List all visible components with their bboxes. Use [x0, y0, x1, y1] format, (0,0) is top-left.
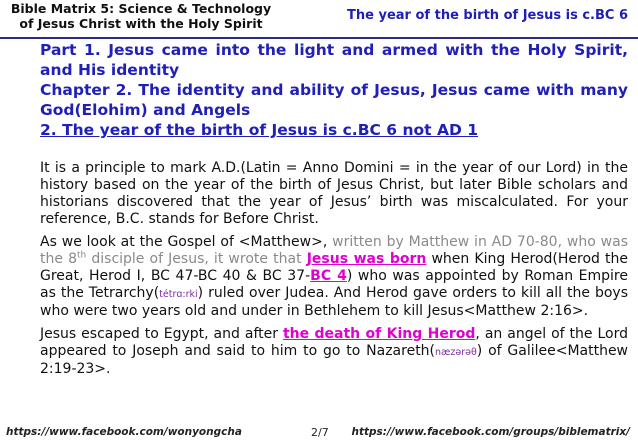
slide-header: [0, 0, 638, 39]
p2-text-4: ) ruled over Judea. And Herod gave orders to kill all the boys who were two years old and under in Bethlehem to kill Jesus<Matthew 2:16>.: [40, 285, 628, 319]
book-title-line1: Bible Matrix 5: Science & Technology: [10, 1, 272, 16]
section-heading: 2. The year of the birth of Jesus is c.BC 6 not AD 1: [40, 121, 478, 139]
page-number: 2/7: [311, 426, 329, 439]
book-title-line2: of Jesus Christ with the Holy Spirit: [19, 16, 263, 31]
paragraph-1: It is a principle to mark A.D.(Latin = Anno Domini = in the year of our Lord) in the history based on the year of the birth of Jesus Christ, but later Bible scholars and historians discovered that the year of Jesus’ birth was miscalculated. For your reference, B.C. stands for Before Christ.: [40, 160, 628, 227]
chapter-heading: Chapter 2. The identity and ability of Jesus, Jesus came with many God(Elohim) and Angels: [40, 81, 628, 119]
slide-topic: The year of the birth of Jesus is c.BC 6: [347, 8, 628, 23]
slide-content: [40, 40, 628, 378]
p3-text-1: Jesus escaped to Egypt, and after: [40, 326, 283, 342]
death-of-herod-link[interactable]: the death of King Herod: [282, 326, 476, 342]
footer-facebook-link[interactable]: https://www.facebook.com/wonyongcha: [6, 426, 242, 438]
paragraph-2: [40, 234, 628, 320]
p2-text-3: ) who was appointed by Roman Empire as the Tetrarchy(: [40, 268, 628, 301]
paragraph-3: [40, 326, 628, 378]
p2-gray-1: written by Matthew in AD 70-80, who was the 8: [40, 234, 628, 267]
bc4-link[interactable]: BC 4: [310, 268, 347, 284]
tetrarchy-pronunciation: tétrɑ:rki: [159, 289, 198, 300]
jesus-was-born-link[interactable]: Jesus was born: [306, 251, 427, 267]
p2-text-2: when King Herod(Herod the Great, Herod I, BC 47-BC 40 & BC 37-: [40, 251, 628, 284]
p3-text-3: ) of Galilee<Matthew 2:19-23>.: [40, 343, 629, 377]
part-heading: Part 1. Jesus came into the light and armed with the Holy Spirit, and His identity: [40, 41, 628, 79]
p2-text-1: As we look at the Gospel of <Matthew>,: [40, 234, 333, 250]
footer-group-link[interactable]: https://www.facebook.com/groups/biblematrix/: [351, 426, 630, 438]
p2-sup: th: [77, 250, 87, 261]
p3-text-2: , an angel of the Lord appeared to Joseph and said to him to go to Nazareth(: [40, 326, 629, 359]
p2-gray-2: disciple of Jesus, it wrote that: [86, 251, 307, 267]
nazareth-pronunciation: næzərəθ: [435, 347, 477, 358]
book-title: [6, 1, 276, 31]
